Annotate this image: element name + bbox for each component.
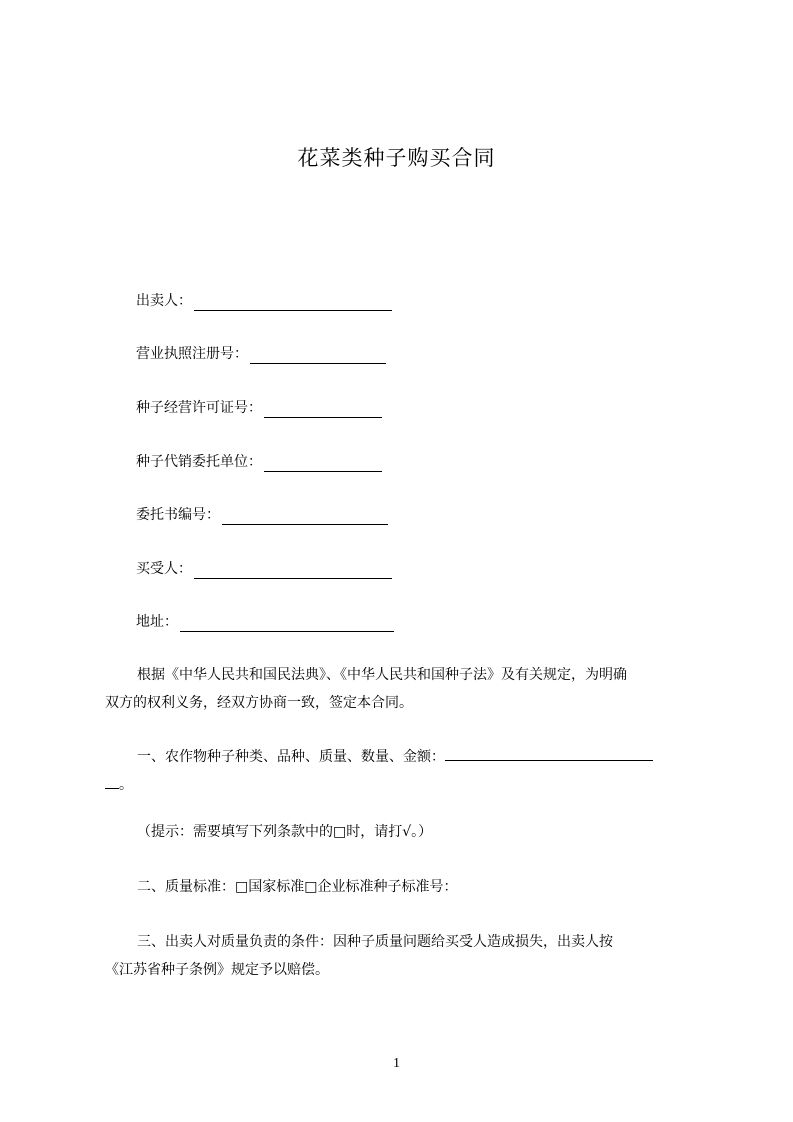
seed-license-field [136,398,382,418]
clause-2-text: 二、质量标准：□国家标准□企业标准种子标准号： [137,879,458,895]
seller-field [136,291,392,311]
address-blank[interactable] [180,617,394,632]
business-license-field [136,344,386,364]
buyer-field [136,559,392,579]
seller-blank[interactable] [194,296,392,311]
seed-license-label: 种子经营许可证号： [136,400,262,416]
buyer-label: 买受人： [136,561,192,577]
entrust-no-blank[interactable] [222,510,388,525]
clause-3-line-1: 三、出卖人对质量负责的条件：因种子质量问题给买受人造成损失，出卖人按 [137,934,613,950]
preamble-paragraph [105,661,705,717]
business-license-label: 营业执照注册号： [136,346,248,362]
hint-paragraph [105,818,705,846]
address-label: 地址： [136,614,178,630]
business-license-blank[interactable] [250,349,386,364]
clause-1-line-2 [105,771,705,799]
address-field [136,612,394,632]
agent-unit-blank[interactable] [264,457,382,472]
buyer-blank[interactable] [194,564,392,579]
entrust-no-field [136,505,388,525]
preamble-line-1: 根据《中华人民共和国民法典》、《中华人民共和国种子法》及有关规定，为明确 [137,667,627,683]
document-title: 花菜类种子购买合同 [297,146,496,170]
seller-label: 出卖人： [136,293,192,309]
seed-license-blank[interactable] [264,403,382,418]
clause-1-line-1 [105,743,705,771]
clause-1-text: 一、农作物种子种类、品种、质量、数量、金额： [137,749,445,765]
entrust-no-label: 委托书编号： [136,507,220,523]
preamble-line-2: 双方的权利义务，经双方协商一致，签定本合同。 [105,695,413,711]
clause-1-blank-continued[interactable] [105,774,119,789]
clause-1-end: 。 [119,777,133,793]
agent-unit-field [136,452,382,472]
page-number: 1 [393,1056,400,1071]
clause-3-line-2: 《江苏省种子条例》规定予以赔偿。 [105,962,329,978]
clause-1-blank[interactable] [445,746,653,761]
agent-unit-label: 种子代销委托单位： [136,454,262,470]
clause-3 [105,928,705,984]
hint-text: （提示：需要填写下列条款中的□时，请打√。） [137,824,433,840]
clause-2 [105,873,705,901]
clause-1 [105,743,705,799]
